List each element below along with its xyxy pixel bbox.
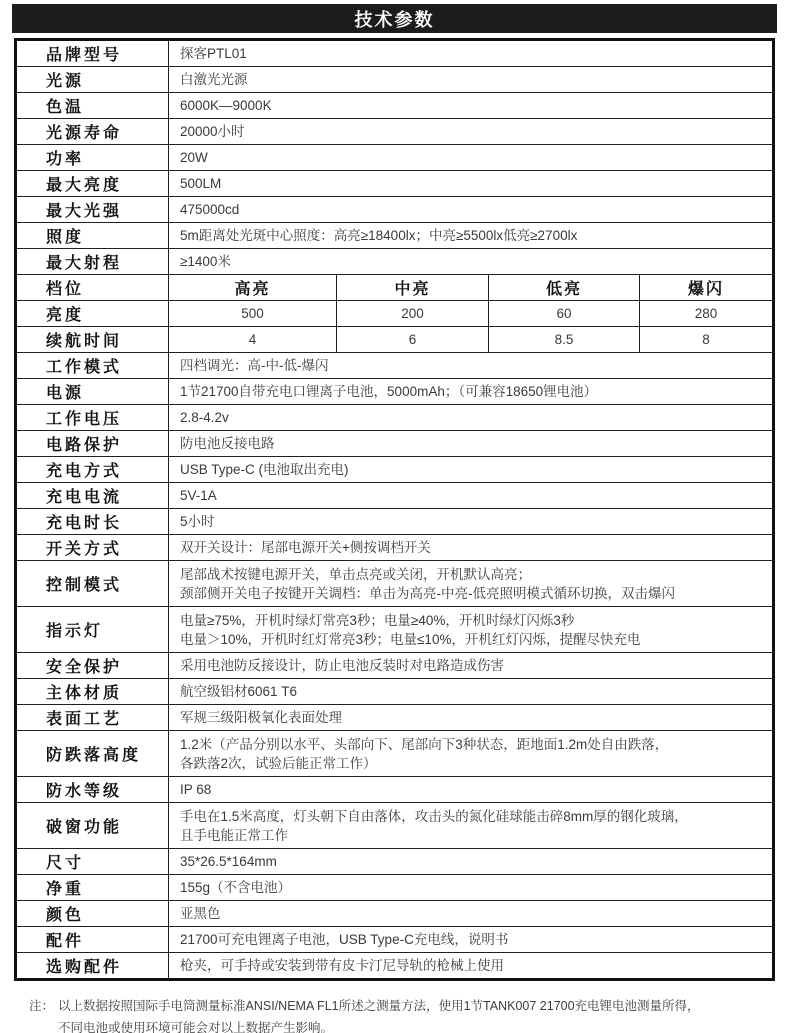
spec-label: 净重 — [16, 875, 169, 901]
spec-label: 表面工艺 — [16, 705, 169, 731]
spec-value-line: 手电在1.5米高度，灯头朝下自由落体，攻击头的氮化硅球能击碎8mm厚的钢化玻璃， — [180, 808, 688, 824]
spec-label: 主体材质 — [16, 679, 169, 705]
spec-label: 充电电流 — [16, 483, 169, 509]
spec-value — [169, 803, 774, 849]
table-row — [16, 93, 774, 119]
mode-value-cell: 8 — [640, 327, 774, 353]
table-row — [16, 901, 774, 927]
mode-value-cell: 8.5 — [489, 327, 640, 353]
spec-value: 5V-1A — [169, 483, 774, 509]
footnote-line: 不同电池或使用环境可能会对以上数据产生影响。 — [58, 1020, 334, 1033]
spec-label: 电源 — [16, 379, 169, 405]
mode-value-cell: 500 — [169, 301, 337, 327]
table-row — [16, 197, 774, 223]
spec-value: 双开关设计：尾部电源开关+侧按调档开关 — [169, 535, 774, 561]
mode-value-cell: 280 — [640, 301, 774, 327]
spec-value: 155g（不含电池） — [169, 875, 774, 901]
table-row — [16, 731, 774, 777]
table-row — [16, 171, 774, 197]
footnote — [29, 996, 770, 1033]
spec-label: 工作电压 — [16, 405, 169, 431]
spec-value: USB Type-C (电池取出充电) — [169, 457, 774, 483]
spec-value-line: 尾部战术按键电源开关，单击点亮或关闭，开机默认高亮； — [180, 566, 531, 582]
mode-header-cell: 低亮 — [489, 275, 640, 301]
table-row — [16, 777, 774, 803]
spec-label: 功率 — [16, 145, 169, 171]
table-row — [16, 483, 774, 509]
spec-label: 安全保护 — [16, 653, 169, 679]
spec-value-line: 各跌落2次，试验后能正常工作） — [180, 755, 377, 771]
spec-label: 防跌落高度 — [16, 731, 169, 777]
spec-value: 航空级铝材6061 T6 — [169, 679, 774, 705]
table-row — [16, 803, 774, 849]
table-row — [16, 561, 774, 607]
spec-value — [169, 561, 774, 607]
table-row — [16, 405, 774, 431]
spec-label: 光源寿命 — [16, 119, 169, 145]
spec-table-body — [16, 40, 774, 980]
spec-label: 选购配件 — [16, 953, 169, 980]
table-row — [16, 953, 774, 980]
spec-label: 指示灯 — [16, 607, 169, 653]
spec-value: 5小时 — [169, 509, 774, 535]
spec-label: 最大射程 — [16, 249, 169, 275]
table-row — [16, 353, 774, 379]
spec-label: 尺寸 — [16, 849, 169, 875]
mode-header-cell: 爆闪 — [640, 275, 774, 301]
footnote-body — [58, 996, 700, 1033]
spec-value: 475000cd — [169, 197, 774, 223]
table-row — [16, 653, 774, 679]
table-row — [16, 249, 774, 275]
table-row — [16, 535, 774, 561]
table-row — [16, 457, 774, 483]
spec-value: 军规三级阳极氧化表面处理 — [169, 705, 774, 731]
spec-value — [169, 607, 774, 653]
table-row — [16, 379, 774, 405]
spec-value: 500LM — [169, 171, 774, 197]
spec-value-line: 颈部侧开关电子按键开关调档：单击为高亮-中亮-低亮照明模式循环切换，双击爆闪 — [180, 585, 675, 601]
spec-value: 20W — [169, 145, 774, 171]
spec-label: 破窗功能 — [16, 803, 169, 849]
mode-header-cell: 中亮 — [337, 275, 489, 301]
spec-value: 防电池反接电路 — [169, 431, 774, 457]
table-row — [16, 431, 774, 457]
spec-label: 颜色 — [16, 901, 169, 927]
table-row — [16, 327, 774, 353]
spec-value-line: 电量＞10%，开机时红灯常亮3秒；电量≤10%，开机红灯闪烁，提醒尽快充电 — [180, 631, 641, 647]
table-row — [16, 679, 774, 705]
spec-label: 色温 — [16, 93, 169, 119]
spec-value: 1节21700自带充电口锂离子电池，5000mAh；（可兼容18650锂电池） — [169, 379, 774, 405]
spec-label: 档位 — [16, 275, 169, 301]
spec-label: 品牌型号 — [16, 40, 169, 67]
spec-value: 21700可充电锂离子电池，USB Type-C充电线，说明书 — [169, 927, 774, 953]
spec-label: 充电方式 — [16, 457, 169, 483]
spec-label: 最大亮度 — [16, 171, 169, 197]
spec-label: 控制模式 — [16, 561, 169, 607]
spec-label: 充电时长 — [16, 509, 169, 535]
table-row — [16, 40, 774, 67]
mode-value-cell: 6 — [337, 327, 489, 353]
spec-label: 配件 — [16, 927, 169, 953]
mode-value-cell: 60 — [489, 301, 640, 327]
table-row — [16, 275, 774, 301]
spec-label: 开关方式 — [16, 535, 169, 561]
mode-value-cell: 4 — [169, 327, 337, 353]
table-row — [16, 607, 774, 653]
title-bar — [12, 4, 777, 33]
spec-label: 亮度 — [16, 301, 169, 327]
spec-label: 照度 — [16, 223, 169, 249]
table-row — [16, 705, 774, 731]
spec-value: 35*26.5*164mm — [169, 849, 774, 875]
spec-value-line: 1.2米（产品分别以水平、头部向下、尾部向下3种状态，距地面1.2m处自由跌落， — [180, 736, 669, 752]
spec-label: 电路保护 — [16, 431, 169, 457]
spec-value: 2.8-4.2v — [169, 405, 774, 431]
spec-value: 20000小时 — [169, 119, 774, 145]
table-row — [16, 875, 774, 901]
spec-table — [14, 38, 775, 981]
table-row — [16, 119, 774, 145]
table-row — [16, 67, 774, 93]
spec-label: 光源 — [16, 67, 169, 93]
mode-value-cell: 200 — [337, 301, 489, 327]
spec-label: 工作模式 — [16, 353, 169, 379]
spec-value: 亚黑色 — [169, 901, 774, 927]
table-row — [16, 927, 774, 953]
table-row — [16, 301, 774, 327]
spec-value: 白激光光源 — [169, 67, 774, 93]
spec-label: 最大光强 — [16, 197, 169, 223]
spec-label: 防水等级 — [16, 777, 169, 803]
spec-value-line: 电量≥75%，开机时绿灯常亮3秒；电量≥40%，开机时绿灯闪烁3秒 — [180, 612, 575, 628]
spec-value: 6000K—9000K — [169, 93, 774, 119]
spec-value: 采用电池防反接设计，防止电池反装时对电路造成伤害 — [169, 653, 774, 679]
mode-header-cell: 高亮 — [169, 275, 337, 301]
spec-value: 四档调光：高-中-低-爆闪 — [169, 353, 774, 379]
footnote-prefix: 注： — [29, 999, 55, 1013]
spec-value-line: 且手电能正常工作 — [180, 827, 288, 843]
spec-value: 5m距离处光斑中心照度：高亮≥18400lx；中亮≥5500lx低亮≥2700lx — [169, 223, 774, 249]
spec-label: 续航时间 — [16, 327, 169, 353]
spec-value: 探客PTL01 — [169, 40, 774, 67]
spec-value: ≥1400米 — [169, 249, 774, 275]
page-title: 技术参数 — [354, 9, 435, 30]
table-row — [16, 223, 774, 249]
spec-value: 枪夹，可手持或安装到带有皮卡汀尼导轨的枪械上使用 — [169, 953, 774, 980]
table-row — [16, 849, 774, 875]
spec-value — [169, 731, 774, 777]
footnote-line: 以上数据按照国际手电筒测量标准ANSI/NEMA FL1所述之测量方法，使用1节TANK007 21700充电锂电池测量所得， — [58, 999, 700, 1013]
spec-value: IP 68 — [169, 777, 774, 803]
table-row — [16, 145, 774, 171]
table-row — [16, 509, 774, 535]
